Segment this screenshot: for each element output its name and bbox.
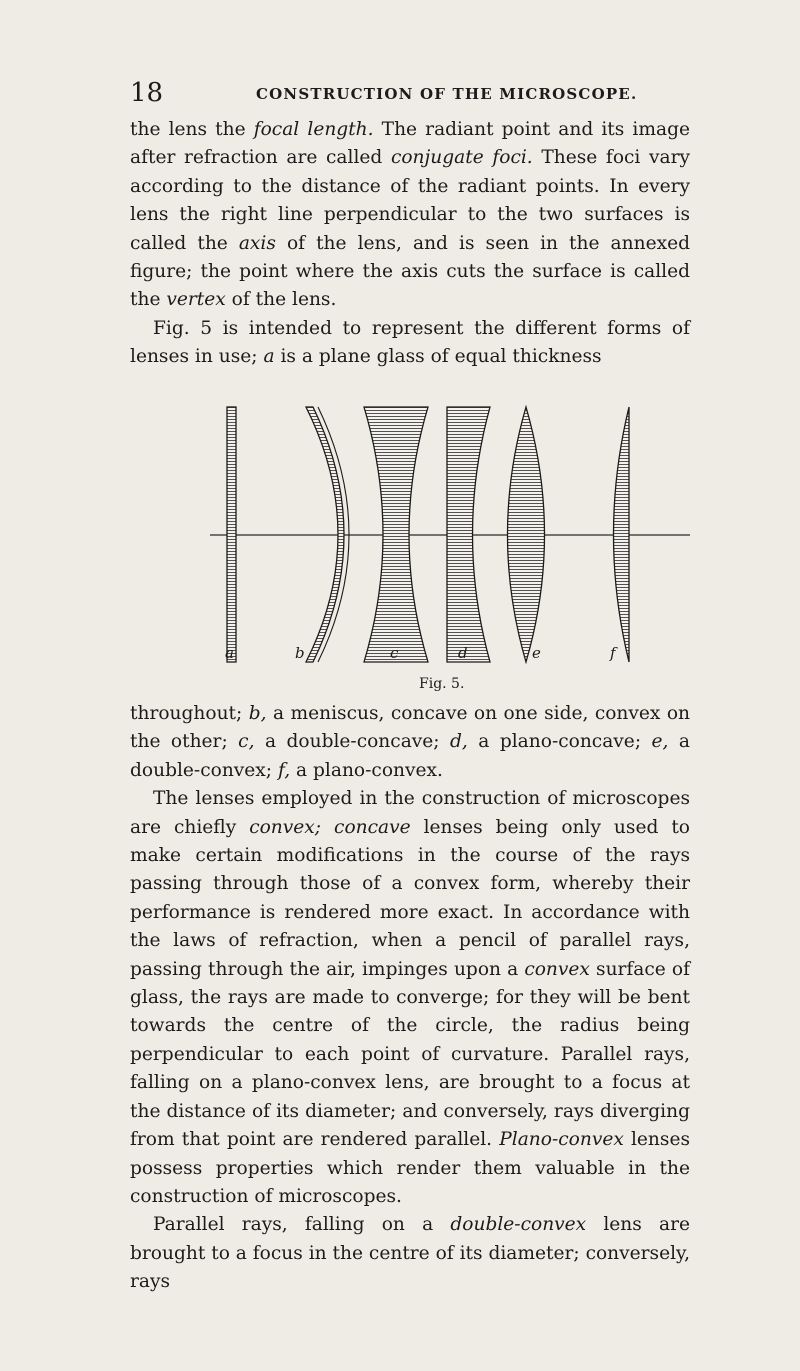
figure-5 (210, 350, 710, 700)
lens-e-double-convex (508, 407, 545, 662)
figure-caption: Fig. 5. (419, 676, 465, 692)
fig-label-a: a (225, 644, 234, 662)
paragraph-2: Fig. 5 is intended to represent the different forms of lenses in use; a is a plane glass of equal thickness (130, 317, 690, 368)
lens-f-plano-convex (614, 407, 630, 662)
lens-a-plane-glass (227, 407, 236, 662)
fig-label-c: c (390, 644, 399, 662)
fig-label-b: b (295, 644, 305, 662)
page-header (130, 78, 690, 108)
text-block-bottom (130, 700, 690, 1297)
fig-label-e: e (532, 644, 541, 662)
paragraph-3: throughout; b, a meniscus, concave on one side, convex on the other; c, a double-concave; d, a plano-concave; e, a double-convex; f, a plano-convex. (130, 703, 691, 781)
page-number: 18 (130, 78, 164, 108)
fig-label-d: d (458, 644, 468, 662)
paragraph-5: Parallel rays, falling on a double-convex lens are brought to a focus in the centre of its diameter; conversely, rays (130, 1214, 690, 1293)
text-block-top (130, 116, 690, 372)
running-title: CONSTRUCTION OF THE MICROSCOPE. (256, 85, 638, 103)
fig-label-f: f (610, 644, 616, 662)
paragraph-1: the lens the focal length. The radiant point and its image after refraction are called conjugate foci. These foci vary according to the distance of the radiant points. In every lens the right line perpendicular to the two surfaces is called the axis of the lens, and is seen in the annexed figure; the point where the axis cuts the surface is called the vertex of the lens. (130, 119, 690, 311)
paragraph-4: The lenses employed in the construction of microscopes are chiefly convex; concave lenses being only used to make certain modifications in the course of the rays passing through those of a convex form, whereby their performance is rendered more exact. In accordance with the laws of refraction, when a pencil of parallel rays, passing through the air, impinges upon a convex surface of glass, the rays are made to converge; for they will be bent towards the centre of the circle, the radius being perpendicular to each point of curvature. Parallel rays, falling on a plano-convex lens, are brought to a focus at the distance of its diameter; and conversely, rays diverging from that point are rendered parallel. Plano-convex lenses possess properties which render them valuable in the construction of microscopes. (130, 788, 691, 1207)
